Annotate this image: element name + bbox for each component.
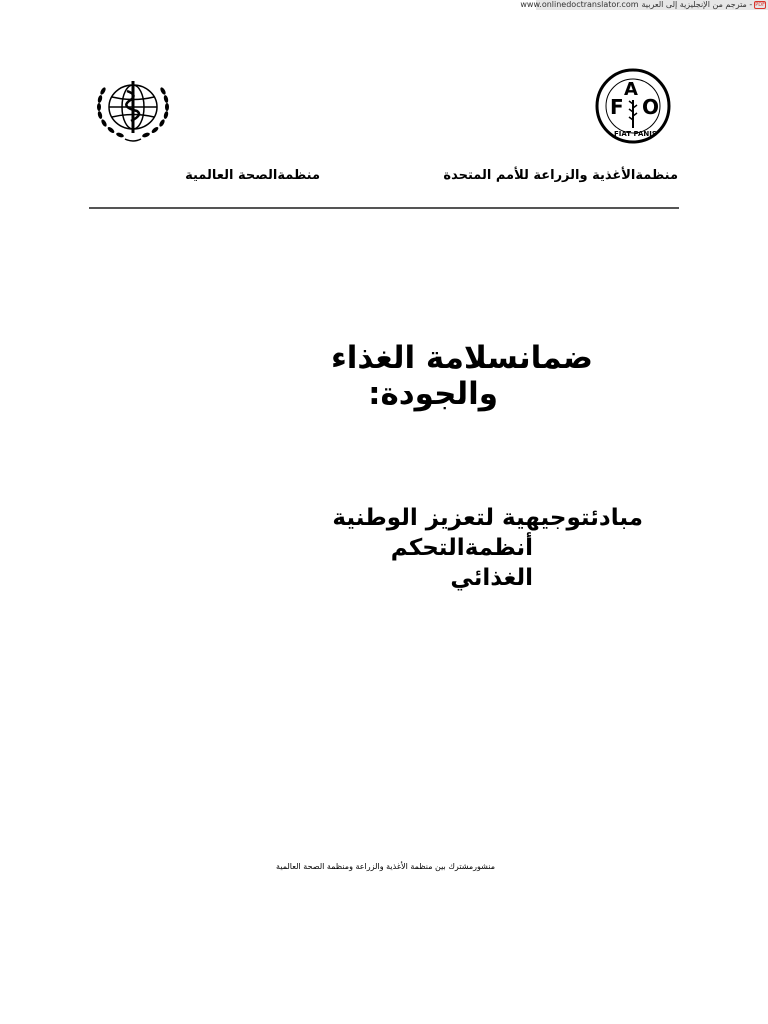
who-organization-name: منظمةالصحة العالمية (185, 168, 320, 183)
fao-letter-o: O (642, 95, 660, 119)
who-emblem-icon (91, 75, 175, 145)
fao-emblem-icon (593, 68, 673, 144)
translator-label: مترجم من الإنجليزية إلى العربية - (641, 0, 753, 9)
title-line-1: ضمانسلامة الغذاء (330, 340, 593, 376)
translator-url[interactable]: www.onlinedoctranslator.com (520, 0, 639, 9)
fao-letter-a: A (624, 79, 638, 100)
header-divider (89, 207, 679, 209)
document-subtitle (303, 503, 643, 593)
pdf-icon: PDF (755, 2, 765, 8)
title-line-2: والجودة: (368, 376, 498, 412)
publication-note: منشورمشترك بين منظمة الأغذية والزراعة ومنظمة الصحة العالمية (276, 862, 495, 871)
subtitle-line-1: مبادئتوجيهية لتعزيز الوطنية (332, 505, 643, 531)
subtitle-line-2: أنظمةالتحكم الغذائي (390, 535, 533, 591)
fao-letter-f: F (610, 95, 624, 119)
fao-organization-name: منظمةالأغذية والزراعة للأمم المتحدة (443, 168, 678, 183)
translator-banner[interactable] (520, 0, 768, 10)
document-title (293, 340, 593, 412)
fao-motto: FIAT PANIS (614, 130, 657, 138)
